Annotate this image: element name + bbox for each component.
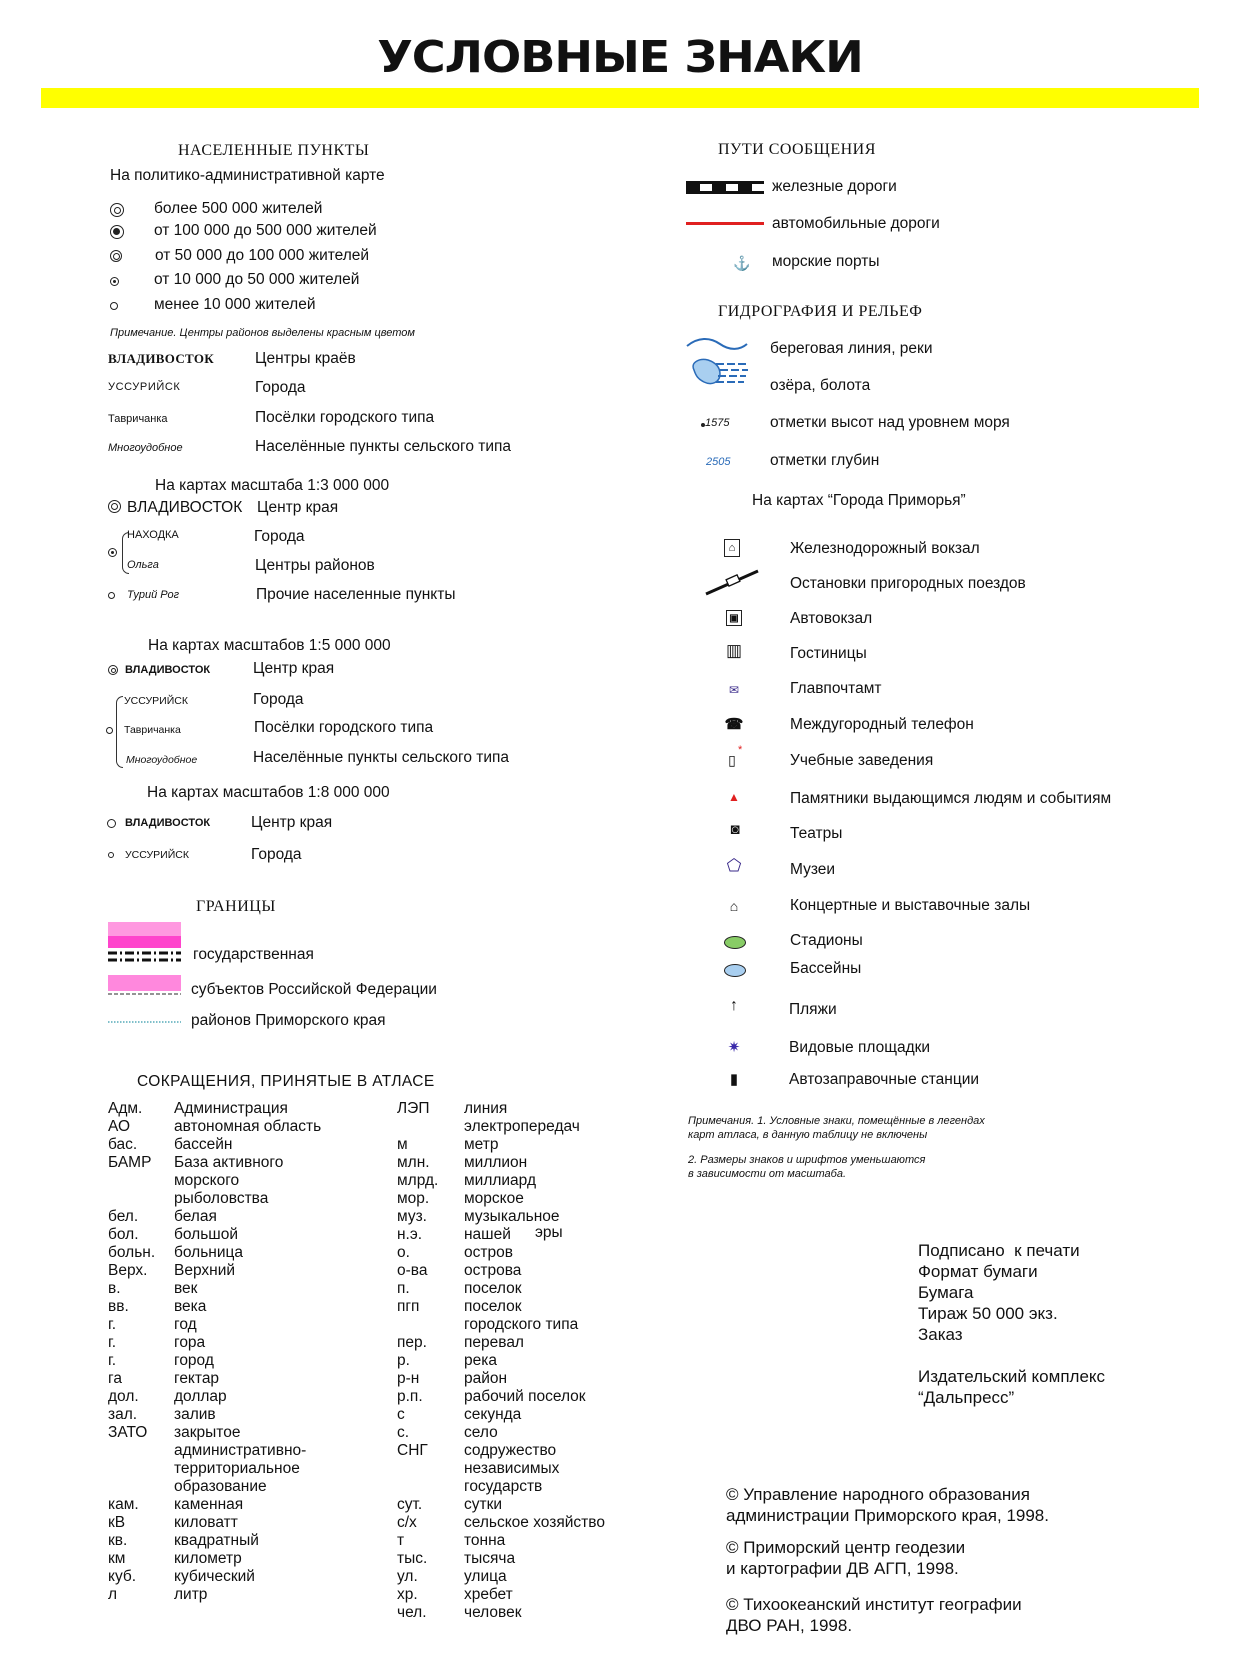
scale-3m-heading: На картах масштаба 1:3 000 000 xyxy=(155,477,390,494)
transport-heading: ПУТИ СООБЩЕНИЯ xyxy=(718,141,876,158)
abbreviations-left-values: Администрация автономная область бассейн База активного морского рыболовства белая большой больница Верхний век века год гора город гектар доллар залив закрытое административно- территориальное образование каменная киловатт квадратный километр кубический литр xyxy=(174,1100,322,1603)
scale-8m-label-city: Города xyxy=(251,846,302,863)
hydro-heading: ГИДРОГРАФИЯ И РЕЛЬЕФ xyxy=(718,303,923,320)
type-label-village: Населённые пункты сельского типа xyxy=(255,438,512,455)
abbreviation-era-suffix: эры xyxy=(535,1224,563,1241)
hydro-symbols xyxy=(686,334,756,404)
railway-station-label: Железнодорожный вокзал xyxy=(790,540,980,557)
imprint-print-info: Подписано к печати Формат бумаги Бумага Тираж 50 000 экз. Заказ xyxy=(918,1241,1080,1344)
gas-station-label: Автозаправочные станции xyxy=(789,1071,980,1088)
stadium-label: Стадионы xyxy=(790,932,863,949)
copyright-3: © Тихоокеанский институт географии ДВО РАН, 1998. xyxy=(726,1595,1022,1635)
railway-label: железные дороги xyxy=(772,178,897,195)
pop-10k-50k-symbol xyxy=(110,277,119,286)
scale-5m-label-center: Центр края xyxy=(253,660,335,677)
concert-hall-label: Концертные и выставочные залы xyxy=(790,897,1031,914)
pop-50k-100k-label: от 50 000 до 100 000 жителей xyxy=(155,247,370,264)
gas-station-icon: ▮ xyxy=(729,1071,739,1088)
seaport-label: морские порты xyxy=(772,253,880,270)
viewpoint-icon: ✷ xyxy=(727,1039,741,1056)
type-sample-town: Тавричанка xyxy=(108,413,168,425)
bus-station-icon: ▣ xyxy=(726,610,742,626)
concert-hall-icon: ⌂ xyxy=(729,898,739,914)
pop-under-10k-label: менее 10 000 жителей xyxy=(154,296,316,313)
type-sample-kray-center: ВЛАДИВОСТОК xyxy=(108,351,214,366)
scale-5m-center-symbol xyxy=(108,665,118,675)
scale-5m-group-symbol xyxy=(106,727,113,734)
border-symbols xyxy=(106,922,186,1034)
type-label-town: Посёлки городского типа xyxy=(255,409,435,426)
scale-8m-sample-city: УССУРИЙСК xyxy=(125,849,189,861)
school-asterisk-icon: * xyxy=(738,744,743,756)
abbreviations-left-keys: Адм. АО бас. БАМР бел. бол. больн. Верх. в. вв. г. г. г. га дол. зал. ЗАТО кам. кВ кв. км куб. л xyxy=(108,1100,156,1603)
scale-5m-sample-center: ВЛАДИВОСТОК xyxy=(125,664,211,676)
height-label: отметки высот над уровнем моря xyxy=(770,414,1010,431)
monument-label: Памятники выдающимся людям и событиям xyxy=(790,790,1112,807)
pop-under-10k-symbol xyxy=(110,302,118,310)
scale-5m-label-city: Города xyxy=(253,691,304,708)
type-sample-village: Многоудобное xyxy=(108,442,183,454)
museum-icon: ⬠ xyxy=(726,856,742,875)
railway-symbol xyxy=(686,179,766,199)
hotel-label: Гостиницы xyxy=(790,645,867,662)
abbreviations-heading: СОКРАЩЕНИЯ, ПРИНЯТЫЕ В АТЛАСЕ xyxy=(137,1073,435,1090)
borders-heading: ГРАНИЦЫ xyxy=(196,898,276,915)
scale-5m-sample-city: УССУРИЙСК xyxy=(124,695,188,707)
type-label-city: Города xyxy=(255,379,306,396)
scale-5m-label-town: Посёлки городского типа xyxy=(254,719,434,736)
legend-note-2: 2. Размеры знаков и шрифтов уменьшаются в зависимости от масштаба. xyxy=(688,1154,926,1180)
legend-note-1: Примечания. 1. Условные знаки, помещённые в легендах карт атласа, в данную таблицу не включены xyxy=(688,1115,985,1141)
scale-3m-sample-center: ВЛАДИВОСТОК xyxy=(127,499,243,516)
scale-5m-brace xyxy=(116,696,123,768)
cities-heading: На картах “Города Приморья” xyxy=(752,492,966,509)
scale-3m-label-other: Прочие населенные пункты xyxy=(256,586,456,603)
abbreviations-right-keys: ЛЭП м млн. млрд. мор. муз. н.э. о. о-ва п. пгп пер. р. р-н р.п. с с. СНГ сут. с/х т тыс. ул. хр. чел. xyxy=(397,1100,439,1621)
pop-10k-50k-label: от 10 000 до 50 000 жителей xyxy=(154,271,360,288)
settlements-heading: НАСЕЛЕННЫЕ ПУНКТЫ xyxy=(178,142,370,159)
border-subject-label: субъектов Российской Федерации xyxy=(191,981,437,998)
bus-station-label: Автовокзал xyxy=(790,610,873,627)
museum-label: Музеи xyxy=(790,861,836,878)
post-office-icon: ✉ xyxy=(728,683,740,697)
pool-icon xyxy=(724,964,746,977)
scale-3m-city-symbol xyxy=(108,548,117,557)
scale-5m-label-village: Населённые пункты сельского типа xyxy=(253,749,510,766)
page-title: УСЛОВНЫЕ ЗНАКИ xyxy=(377,32,863,83)
pop-50k-100k-symbol xyxy=(110,250,122,262)
school-label: Учебные заведения xyxy=(790,752,934,769)
border-district-label: районов Приморского края xyxy=(191,1012,386,1029)
scale-8m-city-symbol xyxy=(108,852,114,858)
settlements-subheading: На политико-административной карте xyxy=(110,167,385,184)
post-office-label: Главпочтамт xyxy=(790,680,882,697)
stadium-icon xyxy=(724,936,746,949)
height-sample: 1575 xyxy=(705,417,730,429)
theatre-label: Театры xyxy=(790,825,843,842)
telephone-icon: ☎ xyxy=(724,716,744,733)
railway-station-icon: ⌂ xyxy=(724,539,740,557)
copyright-1: © Управление народного образования администрации Приморского края, 1998. xyxy=(726,1485,1049,1525)
scale-5m-sample-village: Многоудобное xyxy=(126,754,198,766)
monument-icon: ▲ xyxy=(728,790,740,804)
beach-label: Пляжи xyxy=(789,1001,837,1018)
scale-8m-center-symbol xyxy=(107,819,116,828)
beach-icon: ↑ xyxy=(730,997,738,1014)
scale-3m-label-center: Центр края xyxy=(257,499,339,516)
pool-label: Бассейны xyxy=(790,960,862,977)
border-state-label: государственная xyxy=(193,946,314,963)
train-stop-label: Остановки пригородных поездов xyxy=(790,575,1026,592)
anchor-icon: ⚓ xyxy=(733,255,751,271)
depth-sample: 2505 xyxy=(706,456,731,468)
abbreviations-right-values: линия электропередач метр миллион миллиард морское музыкальное нашей остров острова поселок поселок городского типа перевал река район рабочий поселок секунда село содружество независимых государств сутки сельское хозяйство тонна тысяча улица хребет человек xyxy=(464,1100,605,1621)
settlements-note: Примечание. Центры районов выделены красным цветом xyxy=(110,327,415,339)
type-label-kray-center: Центры краёв xyxy=(255,350,356,367)
telephone-label: Междугородный телефон xyxy=(790,716,974,733)
scale-3m-sample-city: НАХОДКА xyxy=(127,529,179,541)
scale-3m-label-city: Города xyxy=(254,528,305,545)
coastline-label: береговая линия, реки xyxy=(770,340,933,357)
imprint-publisher: Издательский комплекс “Дальпресс” xyxy=(918,1367,1106,1407)
pop-over-500k-label: более 500 000 жителей xyxy=(154,200,323,217)
type-sample-city: УССУРИЙСК xyxy=(108,381,181,393)
road-symbol xyxy=(686,222,764,225)
theatre-icon: ◙ xyxy=(730,821,740,838)
scale-3m-other-symbol xyxy=(108,592,115,599)
scale-3m-label-district: Центры районов xyxy=(255,557,375,574)
lakes-label: озёра, болота xyxy=(770,377,871,394)
scale-5m-sample-town: Тавричанка xyxy=(124,724,181,736)
copyright-2: © Приморский центр геодезии и картографии ДВ АГП, 1998. xyxy=(726,1538,966,1578)
scale-3m-sample-other: Турий Рог xyxy=(127,589,180,601)
train-stop-icon xyxy=(704,568,760,598)
pop-over-500k-symbol xyxy=(110,203,124,217)
road-label: автомобильные дороги xyxy=(772,215,940,232)
hotel-icon: ▥ xyxy=(725,641,743,660)
scale-8m-label-center: Центр края xyxy=(251,814,333,831)
scale-8m-sample-center: ВЛАДИВОСТОК xyxy=(125,817,211,829)
scale-5m-heading: На картах масштабов 1:5 000 000 xyxy=(148,637,391,654)
school-icon: ▯ xyxy=(728,752,736,768)
title-underline-bar xyxy=(41,88,1199,108)
scale-3m-center-symbol xyxy=(108,500,121,513)
depth-label: отметки глубин xyxy=(770,452,880,469)
viewpoint-label: Видовые площадки xyxy=(789,1039,931,1056)
scale-8m-heading: На картах масштабов 1:8 000 000 xyxy=(147,784,390,801)
scale-3m-sample-district: Ольга xyxy=(127,559,159,571)
pop-100k-500k-label: от 100 000 до 500 000 жителей xyxy=(154,222,377,239)
pop-100k-500k-symbol xyxy=(110,225,124,239)
